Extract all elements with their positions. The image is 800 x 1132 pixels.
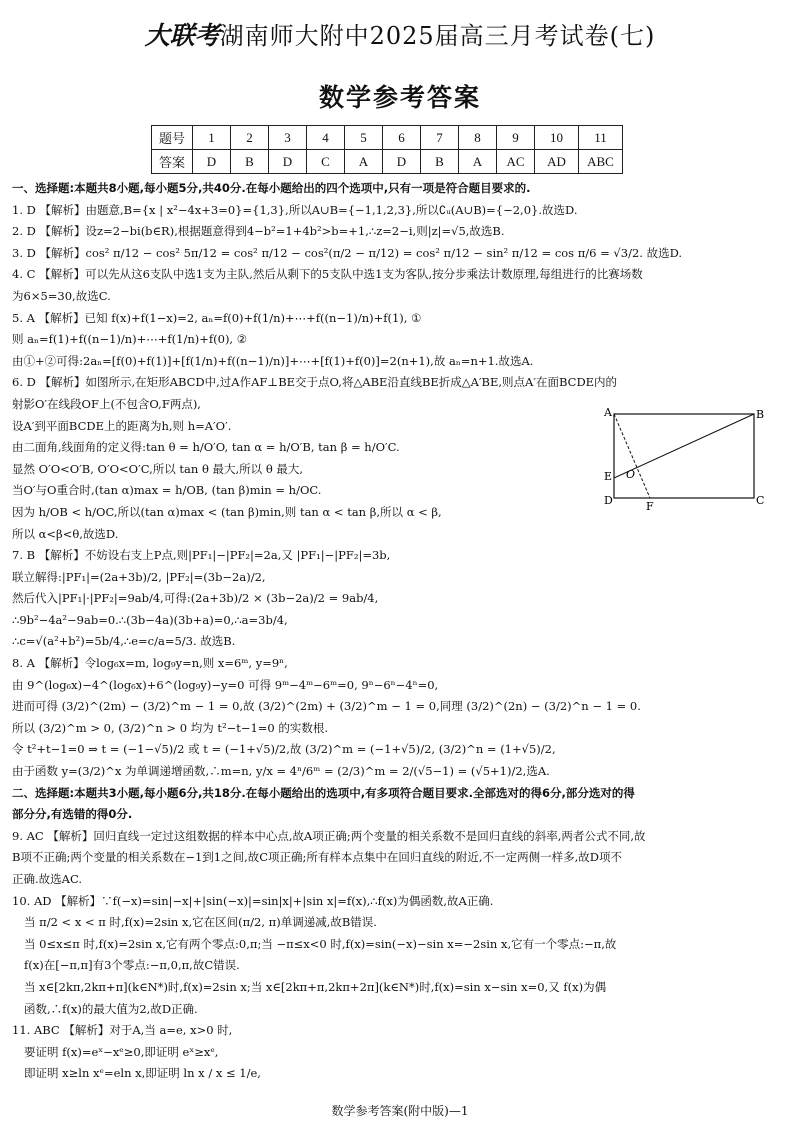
solution-line: 即证明 x≥ln xᵉ=eln x,即证明 ln x / x ≤ 1/e,: [24, 1066, 261, 1081]
answer-table-answer-row: [152, 150, 623, 174]
row-label-number: 题号: [152, 126, 193, 150]
answer-table: [151, 125, 623, 174]
label-d: D: [604, 494, 613, 507]
segment-af: [614, 414, 650, 498]
solution-line: 则 aₙ=f(1)+f((n−1)/n)+⋯+f(1/n)+f(0), ②: [12, 332, 248, 347]
solution-line: 11. ABC 【解析】对于A,当 a=e, x>0 时,: [12, 1023, 233, 1038]
answer-cell: A: [459, 150, 497, 174]
label-b: B: [756, 408, 765, 421]
solution-line: 要证明 f(x)=eˣ−xᵉ≥0,即证明 eˣ≥xᵉ,: [24, 1044, 219, 1059]
solution-line: B项不正确;两个变量的相关系数在−1到1之间,故C项正确;所有样本点集中在回归直线的附近,不一定两侧一样多,故D项不: [12, 850, 622, 865]
solution-line: 所以 (3/2)^m > 0, (3/2)^n > 0 均为 t²−t−1=0 的实数根.: [12, 720, 329, 735]
question-number-cell: 3: [269, 126, 307, 150]
page-header: [0, 16, 800, 52]
solution-line: 因为 h/OB < h/OC,所以(tan α)max < (tan β)min,则 tan α < tan β,所以 α < β,: [12, 504, 442, 519]
answer-cell: B: [231, 150, 269, 174]
answer-cell: ABC: [579, 150, 623, 174]
page-footer: 数学参考答案(附中版)—1: [331, 1104, 469, 1118]
answer-cell: B: [421, 150, 459, 174]
question-number-cell: 7: [421, 126, 459, 150]
row-label-answer: 答案: [152, 150, 193, 174]
solution-line: 显然 O′O<O′B, O′O<O′C,所以 tan θ 最大,所以 θ 最大,: [12, 461, 304, 476]
solution-line: 9. AC 【解析】回归直线一定过这组数据的样本中心点,故A项正确;两个变量的相关系数不是回归直线的斜率,两者公式不同,故: [12, 828, 646, 843]
answer-cell: AC: [497, 150, 535, 174]
solution-line: 函数,∴f(x)的最大值为2,故D正确.: [24, 1001, 198, 1016]
section-heading: 二、选择题:本题共3小题,每小题6分,共18分.在每小题给出的选项中,有多项符合题目要求.全部选对的得6分,部分选对的得: [12, 785, 635, 800]
solution-line: 2. D 【解析】设z=2−bi(b∈R),根据题意得到4−b²=1+4b²>b=+1,∴z=2−i,则|z|=√5,故选B.: [12, 224, 505, 239]
solution-line: 当 0≤x≤π 时,f(x)=2sin x,它有两个零点:0,π;当 −π≤x<0 时,f(x)=sin(−x)−sin x=−2sin x,它有一个零点:−π,故: [24, 936, 617, 951]
solution-body: [12, 178, 788, 1085]
answer-cell: C: [307, 150, 345, 174]
label-a: A: [604, 406, 612, 419]
solution-line: 当 x∈[2kπ,2kπ+π](k∈N*)时,f(x)=2sin x;当 x∈[2kπ+π,2kπ+2π](k∈N*)时,f(x)=sin x−sin x=0,又 f(x)为偶: [24, 979, 607, 994]
question-number-cell: 8: [459, 126, 497, 150]
solution-line: 1. D 【解析】由题意,B={x | x²−4x+3=0}={1,3},所以A∪B={−1,1,2,3},所以∁ᵤ(A∪B)={−2,0}.故选D.: [12, 202, 578, 217]
solution-line: 由于函数 y=(3/2)^x 为单调递增函数,∴m=n, y/x = 4ⁿ/6ᵐ = (2/3)^m = 2/(√5−1) = (√5+1)/2,选A.: [12, 764, 550, 779]
question-number-cell: 4: [307, 126, 345, 150]
question-number-cell: 10: [535, 126, 579, 150]
answer-table-number-row: [152, 126, 623, 150]
section-heading: 一、选择题:本题共8小题,每小题5分,共40分.在每小题给出的四个选项中,只有一项是符合题目要求的.: [12, 181, 531, 195]
solution-line: 10. AD 【解析】∵f(−x)=sin|−x|+|sin(−x)|=sin|x|+|sin x|=f(x),∴f(x)为偶函数,故A正确.: [12, 893, 494, 908]
answer-cell: D: [193, 150, 231, 174]
solution-line: 5. A 【解析】已知 f(x)+f(1−x)=2, aₙ=f(0)+f(1/n)+⋯+f((n−1)/n)+f(1), ①: [12, 310, 422, 325]
label-e: E: [604, 470, 613, 483]
question-number-cell: 9: [497, 126, 535, 150]
solution-line: 令 t²+t−1=0 ⇒ t = (−1−√5)/2 或 t = (−1+√5)/2,故 (3/2)^m = (−1+√5)/2, (3/2)^n = (1+√5)/2,: [12, 742, 556, 757]
document-title: 数学参考答案: [318, 83, 481, 112]
solution-line: ∴c=√(a²+b²)=5b/4,∴e=c/a=5/3. 故选B.: [12, 634, 236, 649]
label-o: O: [626, 468, 636, 481]
solution-line: 7. B 【解析】不妨设右支上P点,则|PF₁|−|PF₂|=2a,又 |PF₁|−|PF₂|=3b,: [12, 548, 391, 563]
label-f: F: [646, 500, 654, 513]
solution-line: 然后代入|PF₁|·|PF₂|=9ab/4,可得:(2a+3b)/2 × (3b−2a)/2 = 9ab/4,: [12, 591, 379, 606]
solution-line: ∴9b²−4a²−9ab=0.∴(3b−4a)(3b+a)=0,∴a=3b/4,: [12, 612, 288, 627]
solution-line: 为6×5=30,故选C.: [12, 288, 111, 303]
solution-line: 3. D 【解析】cos² π/12 − cos² 5π/12 = cos² π/12 − cos²(π/2 − π/12) = cos² π/12 − sin² π/12 = cos π/6 = √3/2. 故选D.: [12, 245, 683, 260]
solution-line: 当O′与O重合时,(tan α)max = h/OB, (tan β)min = h/OC.: [12, 483, 322, 498]
solution-line: 4. C 【解析】可以先从这6支队中选1支为主队,然后从剩下的5支队中选1支为客队,按分步乘法计数原理,每组进行的比赛场数: [12, 267, 643, 282]
rectangle-abcd: [614, 414, 754, 498]
rectangle-fold-figure: [602, 406, 772, 514]
solution-line: 8. A 【解析】令log₆x=m, log₉y=n,则 x=6ᵐ, y=9ⁿ,: [12, 656, 288, 671]
solution-line: 当 π/2 < x < π 时,f(x)=2sin x,它在区间(π/2, π)单调递减,故B错误.: [24, 915, 377, 930]
answer-cell: D: [383, 150, 421, 174]
answer-cell: D: [269, 150, 307, 174]
question-number-cell: 5: [345, 126, 383, 150]
solution-line: f(x)在[−π,π]有3个零点:−π,0,π,故C错误.: [24, 958, 240, 973]
solution-line: 由①+②可得:2aₙ=[f(0)+f(1)]+[f(1/n)+f((n−1)/n)]+⋯+[f(1)+f(0)]=2(n+1),故 aₙ=n+1.故选A.: [12, 353, 534, 368]
answer-cell: AD: [535, 150, 579, 174]
solution-line: 正确.故选AC.: [12, 872, 83, 886]
question-number-cell: 11: [579, 126, 623, 150]
question-number-cell: 2: [231, 126, 269, 150]
question-number-cell: 6: [383, 126, 421, 150]
solution-line: 所以 α<β<θ,故选D.: [12, 526, 119, 541]
solution-line: 由 9^(log₆x)−4^(log₆x)+6^(log₉y)−y=0 可得 9ᵐ−4ᵐ−6ᵐ=0, 9ⁿ−6ⁿ−4ⁿ=0,: [12, 677, 439, 692]
solution-line: 进而可得 (3/2)^(2m) − (3/2)^m − 1 = 0,故 (3/2)^(2m) + (3/2)^m − 1 = 0,同理 (3/2)^(2n) − (3/2)^n − 1 = 0.: [12, 699, 641, 714]
solution-line: 射影O′在线段OF上(不包含O,F两点),: [12, 396, 201, 411]
label-c: C: [756, 494, 765, 507]
solution-line: 由二面角,线面角的定义得:tan θ = h/O′O, tan α = h/O′B, tan β = h/O′C.: [12, 440, 400, 455]
solution-line: 6. D 【解析】如图所示,在矩形ABCD中,过A作AF⊥BE交于点O,将△ABE沿直线BE折成△A′BE,则点A′在面BCDE内的: [12, 375, 618, 390]
solution-line: 联立解得:|PF₁|=(2a+3b)/2, |PF₂|=(3b−2a)/2,: [12, 569, 266, 584]
brand-logo-text: 大联考: [144, 21, 220, 50]
answer-cell: A: [345, 150, 383, 174]
question-number-cell: 1: [193, 126, 231, 150]
solution-line: 设A′到平面BCDE上的距离为h,则 h=A′O′.: [12, 418, 232, 433]
exam-title: 湖南师大附中2025届高三月考试卷(七): [219, 22, 656, 50]
section-heading: 部分分,有选错的得0分.: [12, 807, 133, 822]
